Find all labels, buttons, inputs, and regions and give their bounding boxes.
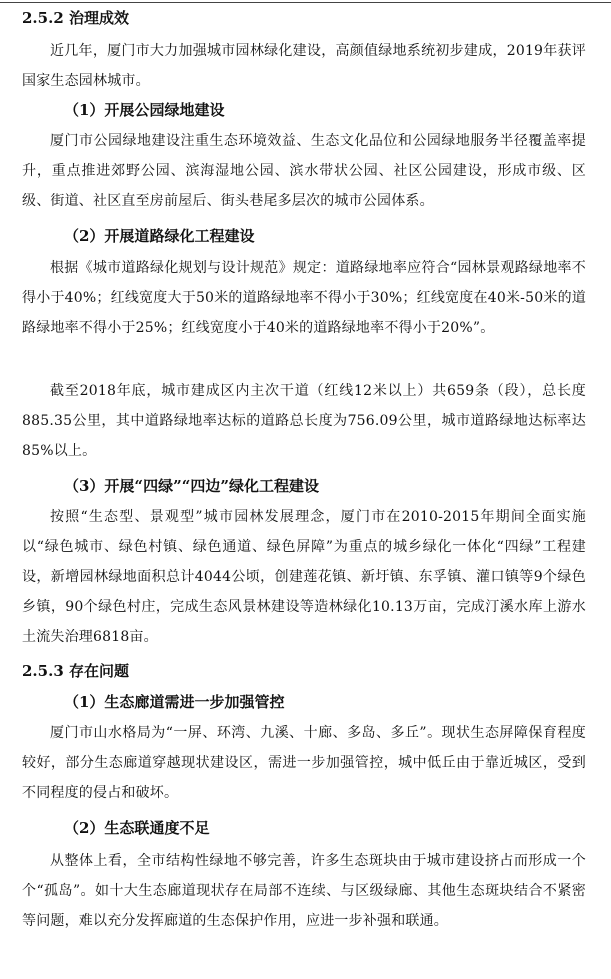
paragraph-road-standard: 根据《城市道路绿化规划与设计规范》规定：道路绿地率应符合“园林景观路绿地率不得小于40%；红线宽度大于50米的道路绿地率不得小于30%；红线宽度在40米-50米的道路绿地率不得小于25%；红线宽度小于40米的道路绿地率不得小于20%”。 [22, 260, 586, 336]
section-heading-2-5-3: 2.5.3 存在问题 [22, 662, 129, 680]
paragraph-four-green: 按照“生态型、景观型”城市园林发展理念，厦门市在2010-2015年期间全面实施以“绿色城市、绿色村镇、绿色通道、绿色屏障”为重点的城乡绿化一体化“四绿”工程建设，新增园林绿地面积总计4044公顷，创建莲花镇、新圩镇、东孚镇、灌口镇等9个绿色乡镇，90个绿色村庄，完成生态风景林建设等造林绿化10.13万亩，完成汀溪水库上游水土流失治理6818亩。 [22, 509, 586, 645]
paragraph-park-green: 厦门市公园绿地建设注重生态环境效益、生态文化品位和公园绿地服务半径覆盖率提升，重点推进郊野公园、滨海湿地公园、滨水带状公园、社区公园建设，形成市级、区级、街道、社区直至房前屋后、街头巷尾多层次的城市公园体系。 [22, 133, 586, 209]
subheading-park-green: （1）开展公园绿地建设 [64, 101, 225, 119]
subheading-four-green: （3）开展“四绿”“四边”绿化工程建设 [64, 477, 319, 495]
section-heading-2-5-2: 2.5.2 治理成效 [22, 9, 129, 27]
paragraph-road-stats: 截至2018年底，城市建成区内主次干道（红线12米以上）共659条（段），总长度885.35公里，其中道路绿地率达标的道路总长度为756.09公里，城市道路绿地达标率达85%以上。 [22, 383, 586, 459]
paragraph-connectivity: 从整体上看，全市结构性绿地不够完善，许多生态斑块由于城市建设挤占而形成一个个“孤岛”。如十大生态廊道现状存在局部不连续、与区级绿廊、其他生态斑块结合不紧密等问题，难以充分发挥廊道的生态保护作用，应进一步补强和联通。 [22, 853, 586, 929]
subheading-corridor-control: （1）生态廊道需进一步加强管控 [64, 693, 285, 711]
top-rule [0, 2, 611, 3]
subheading-connectivity: （2）生态联通度不足 [64, 819, 210, 837]
subheading-road-greening: （2）开展道路绿化工程建设 [64, 227, 255, 245]
paragraph-corridor-control: 厦门市山水格局为“一屏、环湾、九溪、十廊、多岛、多丘”。现状生态屏障保育程度较好，部分生态廊道穿越现状建设区，需进一步加强管控，城中低丘由于靠近城区，受到不同程度的侵占和破坏。 [22, 725, 586, 801]
paragraph-intro: 近几年，厦门市大力加强城市园林绿化建设，高颜值绿地系统初步建成，2019年获评国家生态园林城市。 [22, 43, 586, 89]
